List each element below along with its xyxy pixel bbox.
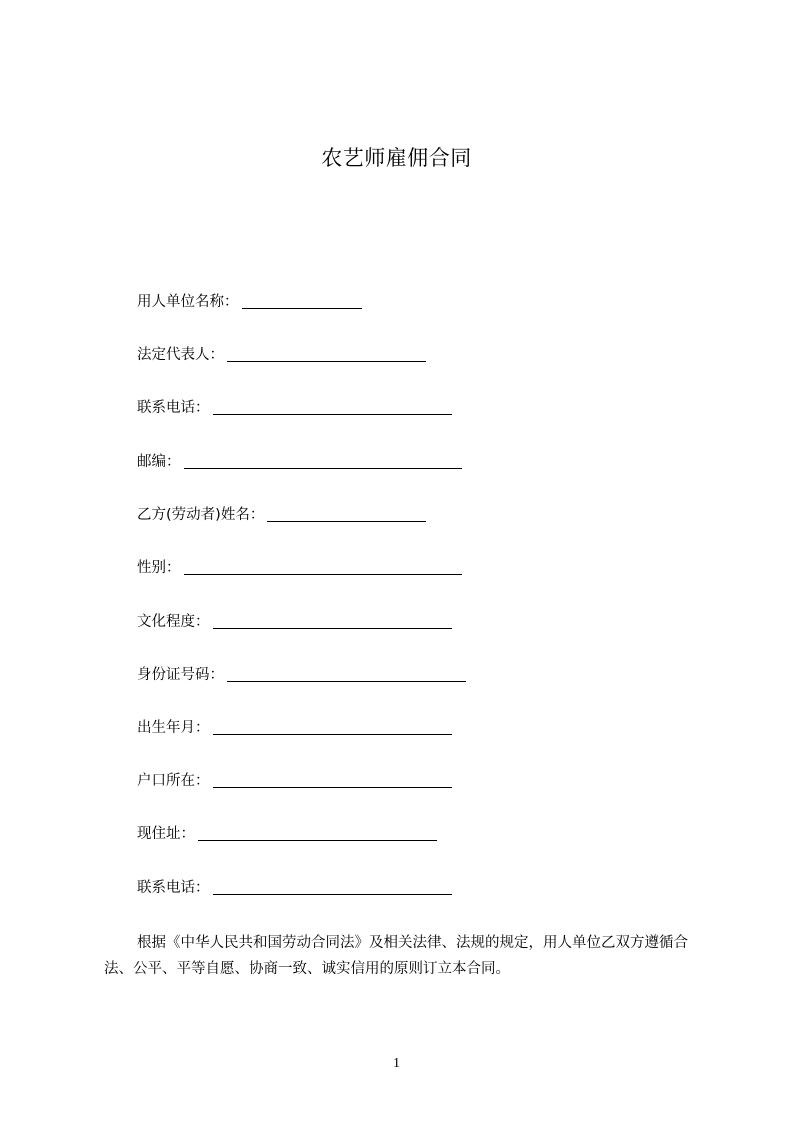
- blank-line[interactable]: [227, 667, 466, 682]
- blank-line[interactable]: [184, 560, 462, 575]
- field-label: 出生年月：: [137, 720, 210, 736]
- blank-line[interactable]: [227, 347, 426, 362]
- field-employer-name: [137, 292, 362, 312]
- field-legal-representative: [137, 345, 426, 365]
- blank-line[interactable]: [213, 880, 452, 895]
- field-label: 乙方(劳动者)姓名：: [137, 507, 265, 523]
- field-gender: [137, 558, 462, 578]
- field-education: [137, 612, 452, 632]
- field-label: 邮编：: [137, 454, 181, 470]
- blank-line[interactable]: [184, 454, 462, 469]
- field-birth-date: [137, 718, 452, 738]
- field-label: 性别：: [137, 560, 181, 576]
- field-label: 联系电话：: [137, 880, 210, 896]
- blank-line[interactable]: [213, 720, 452, 735]
- field-label: 户口所在：: [137, 773, 210, 789]
- blank-line[interactable]: [242, 294, 362, 309]
- blank-line[interactable]: [267, 507, 426, 522]
- field-postcode: [137, 452, 462, 472]
- field-employee-name: [137, 505, 426, 525]
- contract-preamble-paragraph: 根据《中华人民共和国劳动合同法》及相关法律、法规的规定，用人单位乙双方遵循合法、公平、平等自愿、协商一致、诚实信用的原则订立本合同。: [104, 935, 688, 977]
- field-label: 文化程度：: [137, 614, 210, 630]
- field-employee-phone: [137, 878, 452, 898]
- blank-line[interactable]: [213, 400, 452, 415]
- blank-line[interactable]: [213, 614, 452, 629]
- page-number: 1: [393, 1056, 400, 1071]
- field-current-address: [137, 824, 437, 844]
- field-label: 现住址：: [137, 826, 195, 842]
- field-employer-phone: [137, 398, 452, 418]
- field-household-registration: [137, 771, 452, 791]
- blank-line[interactable]: [213, 773, 452, 788]
- blank-line[interactable]: [198, 826, 437, 841]
- field-label: 用人单位名称：: [137, 294, 239, 310]
- field-id-number: [137, 665, 466, 685]
- field-label: 联系电话：: [137, 400, 210, 416]
- field-label: 身份证号码：: [137, 667, 224, 683]
- field-label: 法定代表人：: [137, 347, 224, 363]
- document-title: 农艺师雇佣合同: [321, 146, 472, 170]
